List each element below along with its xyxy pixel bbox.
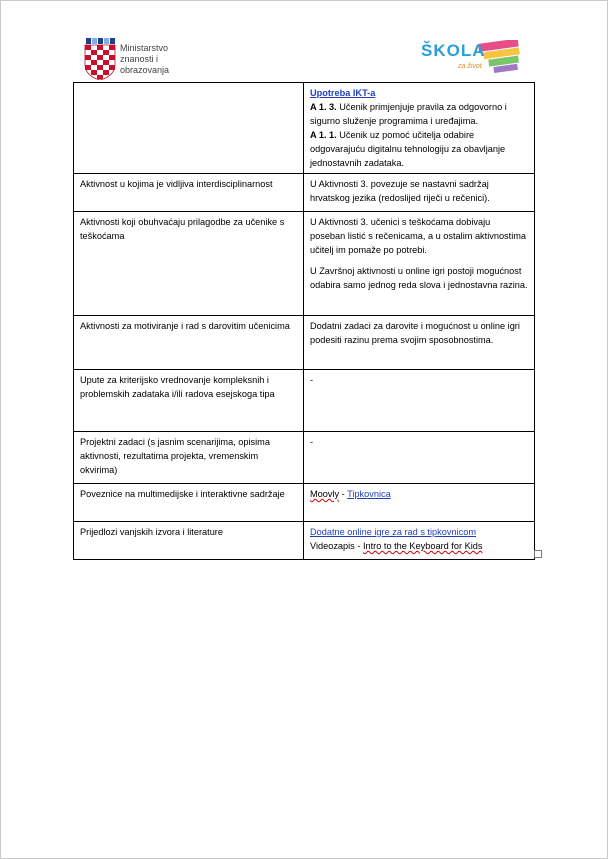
paragraph: U Aktivnosti 3. učenici s teškoćama dobivaju poseban listić s rečenicama, a u ostalim aktivnostima učitelj im pomaže po potrebi. xyxy=(310,217,527,255)
ministry-logo-text: Ministarstvo znanosti i obrazovanja xyxy=(120,43,170,75)
row-value: - xyxy=(304,370,535,432)
keyboard-video-link[interactable]: Intro to the Keyboard for Kids xyxy=(362,541,483,551)
table-row xyxy=(74,316,535,370)
row-label: Upute za kriterijsko vrednovanje kompleksnih i problemskih zadataka i/ili radova esejskoga tipa xyxy=(74,370,304,432)
table-end-handle[interactable] xyxy=(534,550,542,558)
table-row xyxy=(74,174,535,212)
paragraph: U Završnoj aktivnosti u online igri postoji mogućnost odabira samo jednog reda slova i jednostavna razina. xyxy=(310,266,528,290)
row-value xyxy=(304,212,535,316)
row-value: - xyxy=(304,432,535,484)
row-value xyxy=(304,484,535,522)
outcome-text: Učenik uz pomoć učitelja odabire odgovarajuću digitalnu tehnologiju za obavljanje jednostavnih zadataka. xyxy=(310,130,506,168)
table-cell-ikt xyxy=(304,83,535,174)
skola-logo-subtitle: za život xyxy=(458,63,482,70)
row-value xyxy=(304,522,535,560)
table-cell-empty xyxy=(74,83,304,174)
row-label: Aktivnosti za motiviranje i rad s darovitim učenicima xyxy=(74,316,304,370)
page-header xyxy=(0,0,608,82)
table-row xyxy=(74,370,535,432)
video-prefix: Videozapis - xyxy=(310,541,363,551)
row-label: Aktivnost u kojima je vidljiva interdisciplinarnost xyxy=(74,174,304,212)
row-label: Aktivnosti koji obuhvaćaju prilagodbe za učenike s teškoćama xyxy=(74,212,304,316)
table-row xyxy=(74,83,535,174)
croatian-coat-of-arms-icon xyxy=(84,38,116,80)
separator: - xyxy=(339,489,348,499)
skola-logo-wordmark: ŠKOLA xyxy=(421,41,486,60)
outcome-code: A 1. 3. xyxy=(310,102,337,112)
table-row xyxy=(74,484,535,522)
ikt-heading-link[interactable]: Upotreba IKT-a xyxy=(310,88,376,98)
tipkovnica-link[interactable]: Tipkovnica xyxy=(347,489,391,499)
online-games-link[interactable]: Dodatne online igre za rad s tipkovnicom xyxy=(310,527,476,537)
row-value: Dodatni zadaci za darovite i mogućnost u online igri podesiti razinu prema svojim sposobnostima. xyxy=(304,316,535,370)
outcome-code: A 1. 1. xyxy=(310,130,337,140)
table-row xyxy=(74,212,535,316)
outcome-text: Učenik primjenjuje pravila za odgovorno i sigurno služenje programima i uređajima. xyxy=(310,102,507,126)
table-row xyxy=(74,432,535,484)
table-row xyxy=(74,522,535,560)
row-value: U Aktivnosti 3. povezuje se nastavni sadržaj hrvatskog jezika (redoslijed riječi u rečenici). xyxy=(304,174,535,212)
row-label: Projektni zadaci (s jasnim scenarijima, opisima aktivnosti, rezultatima projekta, vremenskim okvirima) xyxy=(74,432,304,484)
row-label: Poveznice na multimedijske i interaktivne sadržaje xyxy=(74,484,304,522)
row-label: Prijedlozi vanjskih izvora i literature xyxy=(74,522,304,560)
curriculum-table xyxy=(73,82,535,560)
moovly-text: Moovly xyxy=(310,489,340,499)
